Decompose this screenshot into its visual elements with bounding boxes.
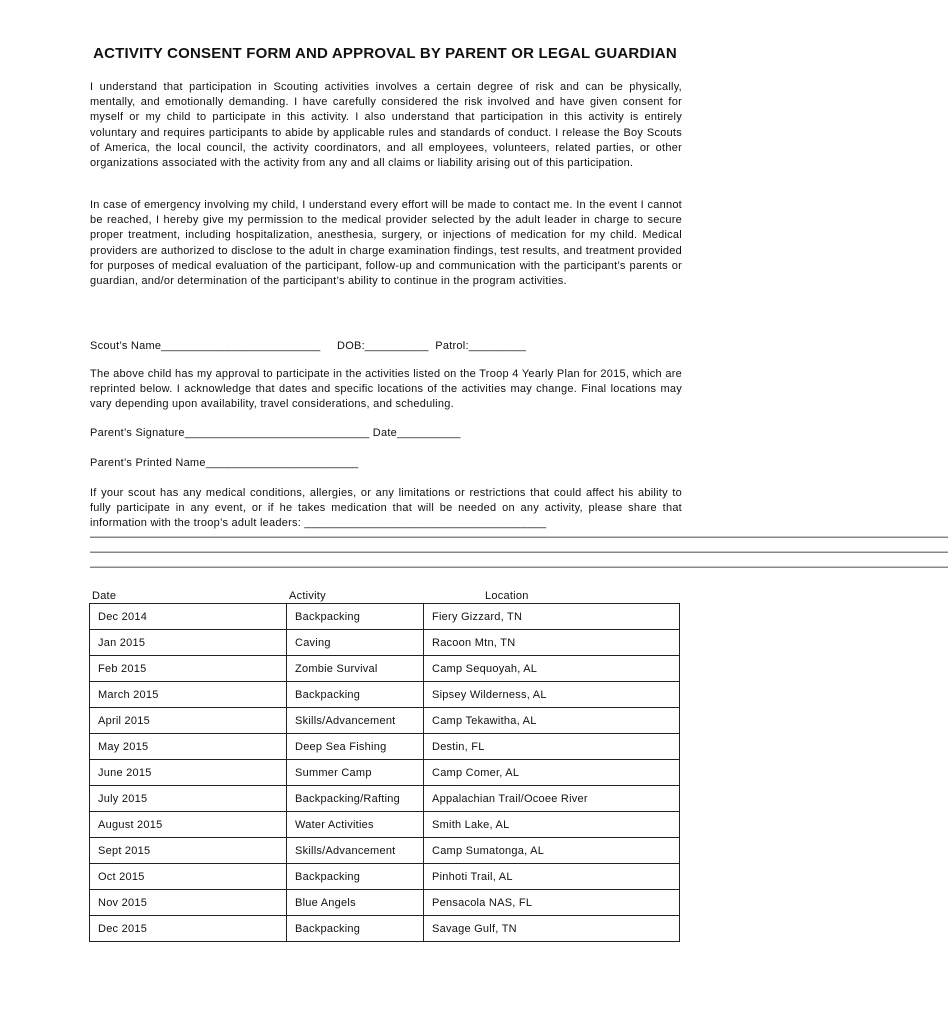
- date-label: Date: [372, 427, 398, 439]
- table-row: [90, 890, 680, 916]
- row-location: Pensacola NAS, FL: [424, 890, 680, 916]
- table-row: [90, 656, 680, 682]
- medical-paragraph: [90, 486, 682, 532]
- dob-label: DOB:: [337, 340, 365, 352]
- table-row: [90, 604, 680, 630]
- row-location: Destin, FL: [424, 734, 680, 760]
- signature-line: [90, 427, 461, 439]
- activity-schedule-table: [89, 603, 680, 942]
- table-row: [90, 708, 680, 734]
- printed-name-label: Parent’s Printed Name: [90, 457, 206, 469]
- table-row: [90, 838, 680, 864]
- row-date: March 2015: [90, 682, 287, 708]
- row-date: August 2015: [90, 812, 287, 838]
- row-activity: Blue Angels: [287, 890, 424, 916]
- row-date: Nov 2015: [90, 890, 287, 916]
- medical-text: If your scout has any medical conditions, allergies, or any limitations or restrictions that could affect his ability to fully participate in any event, or if he takes medication that will be needed on any activity, please share that information with the troop’s adult leaders:: [90, 487, 682, 530]
- activity-column-header: Activity: [289, 590, 326, 602]
- row-activity: Deep Sea Fishing: [287, 734, 424, 760]
- row-activity: Water Activities: [287, 812, 424, 838]
- row-date: Jan 2015: [90, 630, 287, 656]
- row-activity: Backpacking: [287, 864, 424, 890]
- table-row: [90, 916, 680, 942]
- row-activity: Skills/Advancement: [287, 708, 424, 734]
- table-row: [90, 812, 680, 838]
- row-activity: Zombie Survival: [287, 656, 424, 682]
- row-location: Camp Comer, AL: [424, 760, 680, 786]
- row-location: Sipsey Wilderness, AL: [424, 682, 680, 708]
- release-paragraph: I understand that participation in Scouting activities involves a certain degree of risk and can be physically, mentally, and emotionally demanding. I have carefully considered the risk involved and have given consent for myself or my child to participate in this activity. I also understand that participation in this activity is entirely voluntary and requires participants to abide by applicable rules and standards of conduct. I release the Boy Scouts of America, the local council, the activity coordinators, and all employees, volunteers, related parties, or other organizations associated with the activity from any and all claims or liability arising out of this participation.: [90, 81, 682, 170]
- row-date: Oct 2015: [90, 864, 287, 890]
- row-location: Smith Lake, AL: [424, 812, 680, 838]
- medical-info-line-1[interactable]: ——————————————————————————————————————————————————————————————————————————————: [90, 531, 948, 543]
- form-title: ACTIVITY CONSENT FORM AND APPROVAL BY PARENT OR LEGAL GUARDIAN: [93, 45, 677, 62]
- scout-name-field[interactable]: _________________________: [161, 340, 321, 352]
- table-row: [90, 864, 680, 890]
- row-location: Appalachian Trail/Ocoee River: [424, 786, 680, 812]
- scout-name-label: Scout’s Name: [90, 340, 162, 352]
- row-date: Feb 2015: [90, 656, 287, 682]
- row-date: May 2015: [90, 734, 287, 760]
- row-activity: Backpacking/Rafting: [287, 786, 424, 812]
- emergency-paragraph: In case of emergency involving my child, I understand every effort will be made to contact me. In the event I cannot be reached, I hereby give my permission to the medical provider selected by the adult leader in charge to secure proper treatment, including hospitalization, anesthesia, surgery, or injections of medication for my child. Medical providers are authorized to disclose to the adult in charge examination findings, test results, and treatment provided for purposes of medical evaluation of the participant, follow-up and communication with the participant’s parents or guardian, and/or determination of the participant’s ability to continue in the program activities.: [90, 199, 682, 288]
- row-date: July 2015: [90, 786, 287, 812]
- printed-name-line: [90, 457, 359, 469]
- row-activity: Backpacking: [287, 682, 424, 708]
- location-column-header: Location: [485, 590, 529, 602]
- row-activity: Caving: [287, 630, 424, 656]
- row-location: Savage Gulf, TN: [424, 916, 680, 942]
- medical-info-line-2[interactable]: ——————————————————————————————————————————————————————————————————————————————: [90, 546, 948, 558]
- table-row: [90, 760, 680, 786]
- row-activity: Backpacking: [287, 604, 424, 630]
- row-location: Pinhoti Trail, AL: [424, 864, 680, 890]
- row-activity: Skills/Advancement: [287, 838, 424, 864]
- medical-info-line-3[interactable]: ——————————————————————————————————————————————————————————————————————————————: [90, 561, 948, 573]
- row-location: Fiery Gizzard, TN: [424, 604, 680, 630]
- date-column-header: Date: [92, 590, 117, 602]
- medical-info-field[interactable]: ______________________________________: [304, 517, 547, 530]
- table-row: [90, 682, 680, 708]
- scout-info-line: [90, 340, 526, 352]
- row-location: Camp Sequoyah, AL: [424, 656, 680, 682]
- row-date: Dec 2014: [90, 604, 287, 630]
- dob-field[interactable]: __________: [364, 340, 429, 352]
- row-date: Dec 2015: [90, 916, 287, 942]
- approval-paragraph: The above child has my approval to participate in the activities listed on the Troop 4 Yearly Plan for 2015, which are reprinted below. I acknowledge that dates and specific locations of the activities may change. Final locations may vary depending upon availability, travel considerations, and scheduling.: [90, 368, 682, 411]
- signature-label: Parent’s Signature: [90, 427, 185, 439]
- patrol-field[interactable]: _________: [468, 340, 527, 352]
- row-date: April 2015: [90, 708, 287, 734]
- table-row: [90, 630, 680, 656]
- row-location: Racoon Mtn, TN: [424, 630, 680, 656]
- signature-field[interactable]: _____________________________: [184, 427, 370, 439]
- row-location: Camp Sumatonga, AL: [424, 838, 680, 864]
- row-activity: Backpacking: [287, 916, 424, 942]
- printed-name-field[interactable]: ________________________: [205, 457, 359, 469]
- table-row: [90, 786, 680, 812]
- row-activity: Summer Camp: [287, 760, 424, 786]
- table-row: [90, 734, 680, 760]
- row-date: Sept 2015: [90, 838, 287, 864]
- date-field[interactable]: __________: [397, 427, 461, 439]
- row-date: June 2015: [90, 760, 287, 786]
- row-location: Camp Tekawitha, AL: [424, 708, 680, 734]
- patrol-label: Patrol:: [435, 340, 469, 352]
